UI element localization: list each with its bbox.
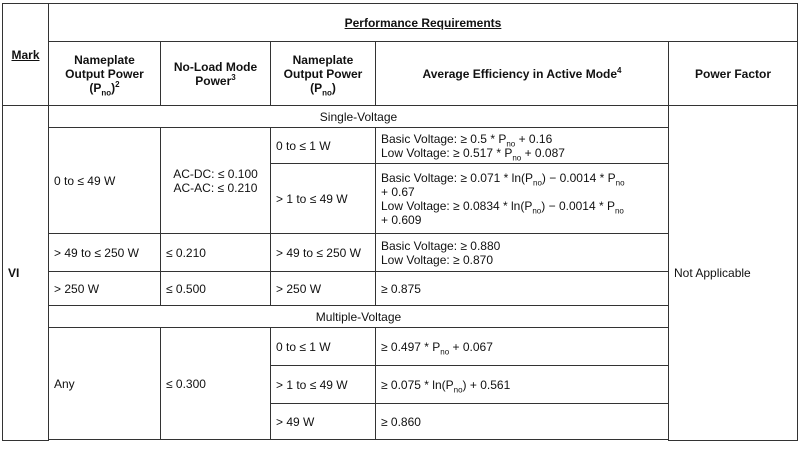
single-eff-0-1: Basic Voltage: ≥ $0.5 * P_{no} + 0.16$ Low Voltage: ≥ $0.517 * P_{no} + 0.087$: [376, 128, 669, 164]
multiple-np-row: > 1 to ≤ 49 W: [271, 366, 376, 404]
single-noload-250: ≤ 0.500: [161, 272, 271, 306]
single-np-0-1: 0 to ≤ 1 W: [271, 128, 376, 164]
single-np-0-49: 0 to ≤ 49 W: [49, 128, 161, 234]
single-voltage-section: Single-Voltage: [49, 106, 669, 128]
single-eff-49-250: Basic Voltage: ≥ 0.880 Low Voltage: ≥ 0.870: [376, 234, 669, 272]
multiple-eff-row: ≥ 0.860: [376, 404, 669, 440]
performance-requirements-header: Performance Requirements: [49, 4, 798, 42]
nameplate-output-power-header: Nameplate Output Power $(P_{no})^2$: [49, 42, 161, 106]
multiple-eff-row: ≥ $0.497 * P_{no} + 0.067$: [376, 328, 669, 366]
single-noload-49-250: ≤ 0.210: [161, 234, 271, 272]
single-np2-250: > 250 W: [271, 272, 376, 306]
multiple-voltage-section: Multiple-Voltage: [49, 306, 669, 328]
power-factor-header: Power Factor: [669, 42, 798, 106]
multiple-eff-row: ≥ $0.075 * \ln(P_{no}) + 0.561$: [376, 366, 669, 404]
single-np-250: > 250 W: [49, 272, 161, 306]
multiple-np-any: Any: [49, 328, 161, 440]
no-load-mode-power-header: No-Load Mode Power$^3$: [161, 42, 271, 106]
single-eff-250: ≥ 0.875: [376, 272, 669, 306]
single-eff-1-49: Basic Voltage: ≥ $0.071 * \ln(P_{no}) - 0.0014 * P_{no}$ + 0.67 Low Voltage: ≥ $0.0834 * \ln(P_{no}) - 0.0014 * P_{no}$ + 0.609: [376, 164, 669, 234]
power-factor-value: Not Applicable: [669, 106, 798, 441]
multiple-noload: ≤ 0.300: [161, 328, 271, 440]
multiple-np-row: 0 to ≤ 1 W: [271, 328, 376, 366]
mark-header: Mark: [3, 4, 49, 106]
nameplate-output-power-header-2: Nameplate Output Power $(P_{no})$: [271, 42, 376, 106]
multiple-np-row: > 49 W: [271, 404, 376, 440]
single-np2-49-250: > 49 to ≤ 250 W: [271, 234, 376, 272]
single-np-49-250: > 49 to ≤ 250 W: [49, 234, 161, 272]
average-efficiency-header: Average Efficiency in Active Mode$^4$: [376, 42, 669, 106]
single-noload-0-49: AC-DC: ≤ 0.100 AC-AC: ≤ 0.210: [161, 128, 271, 234]
performance-requirements-table: [2, 3, 798, 441]
single-np-1-49: > 1 to ≤ 49 W: [271, 164, 376, 234]
mark-value: VI: [3, 106, 49, 441]
